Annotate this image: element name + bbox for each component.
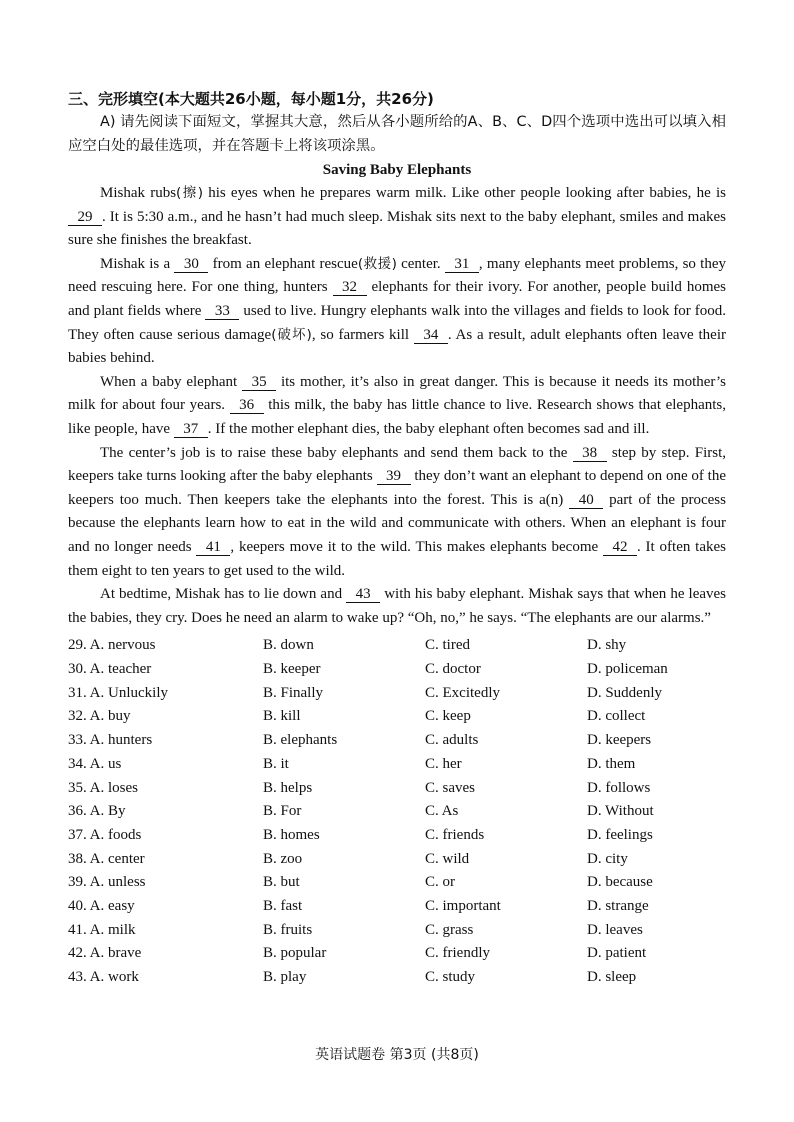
- option-b: B. Finally: [263, 684, 324, 701]
- passage-text: used to live. Hungry elephants walk into the villages and fields to look for food. They often cause serious damage: [68, 302, 726, 343]
- option-d: D. follows: [587, 779, 651, 796]
- option-c: C. or: [425, 874, 455, 891]
- option-b: B. popular: [263, 945, 327, 962]
- option-d: D. leaves: [587, 921, 643, 938]
- blank-34: 34: [414, 327, 448, 344]
- option-c: C. wild: [425, 850, 470, 867]
- passage-text: they don’t want an elephant to depend on one of the keepers too much. Then keepers take the elephants into the forest. This is a(n): [68, 468, 726, 508]
- blank-36: 36: [230, 397, 264, 414]
- question-options-row: [68, 848, 726, 872]
- option-b: B. it: [263, 755, 289, 772]
- option-b: B. kill: [263, 708, 301, 725]
- option-c: C. adults: [425, 732, 479, 749]
- option-d: D. sleep: [587, 969, 637, 986]
- option-a: 35. A. loses: [68, 779, 139, 796]
- option-b: B. homes: [263, 826, 320, 843]
- option-d: D. because: [587, 874, 653, 891]
- option-c: C. her: [425, 755, 462, 772]
- option-b: B. For: [263, 803, 302, 820]
- passage-text: , so farmers kill: [311, 326, 414, 343]
- option-d: D. collect: [587, 708, 646, 725]
- passage-paragraph: [68, 583, 726, 630]
- passage-text: step by step. First, keepers take turns looking after the baby elephants: [68, 444, 726, 485]
- passage-text: . As a result, adult elephants often leave their babies behind.: [68, 326, 726, 367]
- passage-title: Saving Baby Elephants: [322, 162, 472, 178]
- question-options-row: [68, 777, 726, 801]
- blank-33: 33: [205, 303, 239, 320]
- option-b: B. down: [263, 637, 314, 654]
- passage-text: elephants for their ivory. For another, people build homes and plant fields where: [68, 279, 726, 319]
- passage-paragraph: [68, 182, 726, 253]
- option-c: C. important: [425, 898, 501, 915]
- question-options-row: [68, 871, 726, 895]
- option-c: C. Excitedly: [425, 684, 500, 701]
- question-options-row: [68, 966, 726, 990]
- option-a: 31. A. Unluckily: [68, 684, 168, 701]
- option-d: D. shy: [587, 637, 627, 654]
- option-c: C. friends: [425, 826, 485, 843]
- question-options-row: [68, 705, 726, 729]
- passage-text: with his baby elephant. Mishak says that when he leaves the babies, they cry. Does he need an alarm to wake up? “Oh, no,” he says. “The elephants are our alarms.”: [68, 586, 727, 626]
- blank-35: 35: [242, 374, 276, 391]
- chinese-gloss: (擦): [176, 185, 203, 201]
- question-options-row: [68, 753, 726, 777]
- instructions: A) 请先阅读下面短文，掌握其大意，然后从各小题所给的A、B、C、D四个选项中选出可以填入相应空白处的最佳选项，并在答题卡上将该项涂黑。: [68, 114, 726, 154]
- option-c: C. saves: [425, 779, 475, 796]
- passage-text: from an elephant rescue: [208, 255, 358, 272]
- chinese-gloss: (破坏): [271, 326, 312, 343]
- option-d: D. keepers: [587, 732, 652, 749]
- option-d: D. city: [587, 850, 628, 867]
- option-a: 36. A. By: [68, 803, 126, 820]
- option-c: C. keep: [425, 708, 471, 725]
- chinese-gloss: (救援): [357, 255, 397, 272]
- blank-41: 41: [196, 539, 230, 556]
- option-d: D. patient: [587, 945, 647, 962]
- option-d: D. feelings: [587, 826, 653, 843]
- passage-text: center.: [396, 255, 445, 272]
- passage-text: The center’s job is to raise these baby elephants and send them back to the: [100, 444, 573, 461]
- blank-42: 42: [603, 539, 637, 556]
- passage-text: Mishak rubs: [100, 185, 177, 201]
- exam-page: [68, 88, 726, 990]
- passage-text: its mother, it’s also in great danger. This is because it needs its mother’s milk for about four years.: [68, 373, 726, 414]
- option-b: B. fruits: [263, 921, 313, 938]
- option-a: 42. A. brave: [68, 945, 142, 962]
- option-d: D. Suddenly: [587, 684, 662, 701]
- option-a: 38. A. center: [68, 850, 145, 867]
- option-d: D. them: [587, 755, 636, 772]
- question-options-row: [68, 895, 726, 919]
- option-a: 33. A. hunters: [68, 732, 153, 749]
- question-options-row: [68, 634, 726, 658]
- option-d: D. strange: [587, 898, 649, 915]
- question-options-row: [68, 658, 726, 682]
- passage-paragraph: [68, 442, 726, 584]
- option-b: B. keeper: [263, 660, 321, 677]
- passage-text: Mishak is a: [100, 255, 175, 272]
- question-options-row: [68, 682, 726, 706]
- page-footer: 英语试题卷 第3页 (共8页): [315, 1047, 479, 1063]
- option-a: 34. A. us: [68, 755, 122, 772]
- passage-text: . If the mother elephant dies, the baby elephant often becomes sad and ill.: [207, 420, 650, 437]
- option-c: C. tired: [425, 637, 470, 654]
- passage-body: [68, 182, 726, 630]
- passage-paragraph: [68, 253, 726, 371]
- question-options-row: [68, 800, 726, 824]
- answer-options: [68, 634, 726, 990]
- question-options-row: [68, 942, 726, 966]
- passage-text: , many elephants meet problems, so they need rescuing here. For one thing, hunters: [68, 255, 727, 296]
- blank-43: 43: [346, 586, 380, 603]
- option-c: C. study: [425, 969, 476, 986]
- option-d: D. policeman: [587, 660, 668, 677]
- question-options-row: [68, 824, 726, 848]
- option-a: 32. A. buy: [68, 708, 131, 725]
- passage-text: part of the process because the elephants learn how to eat in the wild and communicate with others. When an elephant is four and no longer needs: [68, 491, 726, 555]
- option-a: 41. A. milk: [68, 921, 136, 938]
- option-b: B. zoo: [263, 850, 303, 867]
- blank-40: 40: [569, 492, 603, 509]
- blank-39: 39: [377, 468, 411, 485]
- question-options-row: [68, 729, 726, 753]
- option-b: B. elephants: [263, 732, 338, 749]
- section-title: 三、完形填空(本大题共26小题，每小题1分，共26分): [68, 90, 434, 108]
- passage-paragraph: [68, 371, 726, 442]
- blank-37: 37: [174, 421, 208, 438]
- blank-30: 30: [174, 256, 208, 273]
- option-b: B. helps: [263, 779, 313, 796]
- blank-38: 38: [573, 445, 607, 462]
- option-a: 37. A. foods: [68, 826, 142, 843]
- passage-text: . It often takes them eight to ten years to get used to the wild.: [68, 538, 726, 579]
- option-a: 29. A. nervous: [68, 637, 156, 654]
- option-c: C. friendly: [425, 945, 490, 962]
- option-d: D. Without: [587, 803, 654, 820]
- option-a: 39. A. unless: [68, 874, 146, 891]
- option-c: C. grass: [425, 921, 474, 938]
- option-a: 30. A. teacher: [68, 660, 152, 677]
- question-options-row: [68, 919, 726, 943]
- blank-32: 32: [333, 279, 367, 296]
- passage-text: , keepers move it to the wild. This makes elephants become: [230, 538, 603, 555]
- passage-text: . It is 5:30 a.m., and he hasn’t had much sleep. Mishak sits next to the baby elephant, smiles and makes sure she finishes the breakfast.: [68, 208, 726, 249]
- passage-text: his eyes when he prepares warm milk. Like other people looking after babies, he is: [203, 185, 726, 201]
- option-b: B. but: [263, 874, 300, 891]
- option-a: 40. A. easy: [68, 898, 135, 915]
- option-c: C. doctor: [425, 660, 481, 677]
- passage-text: this milk, the baby has little chance to live. Research shows that elephants, like people, have: [68, 397, 726, 437]
- blank-31: 31: [445, 256, 479, 273]
- passage-text: At bedtime, Mishak has to lie down and: [100, 586, 347, 603]
- passage-text: When a baby elephant: [100, 373, 243, 390]
- blank-29: 29: [68, 209, 102, 226]
- option-b: B. play: [263, 969, 307, 986]
- option-c: C. As: [425, 803, 459, 820]
- option-a: 43. A. work: [68, 969, 139, 986]
- option-b: B. fast: [263, 898, 303, 915]
